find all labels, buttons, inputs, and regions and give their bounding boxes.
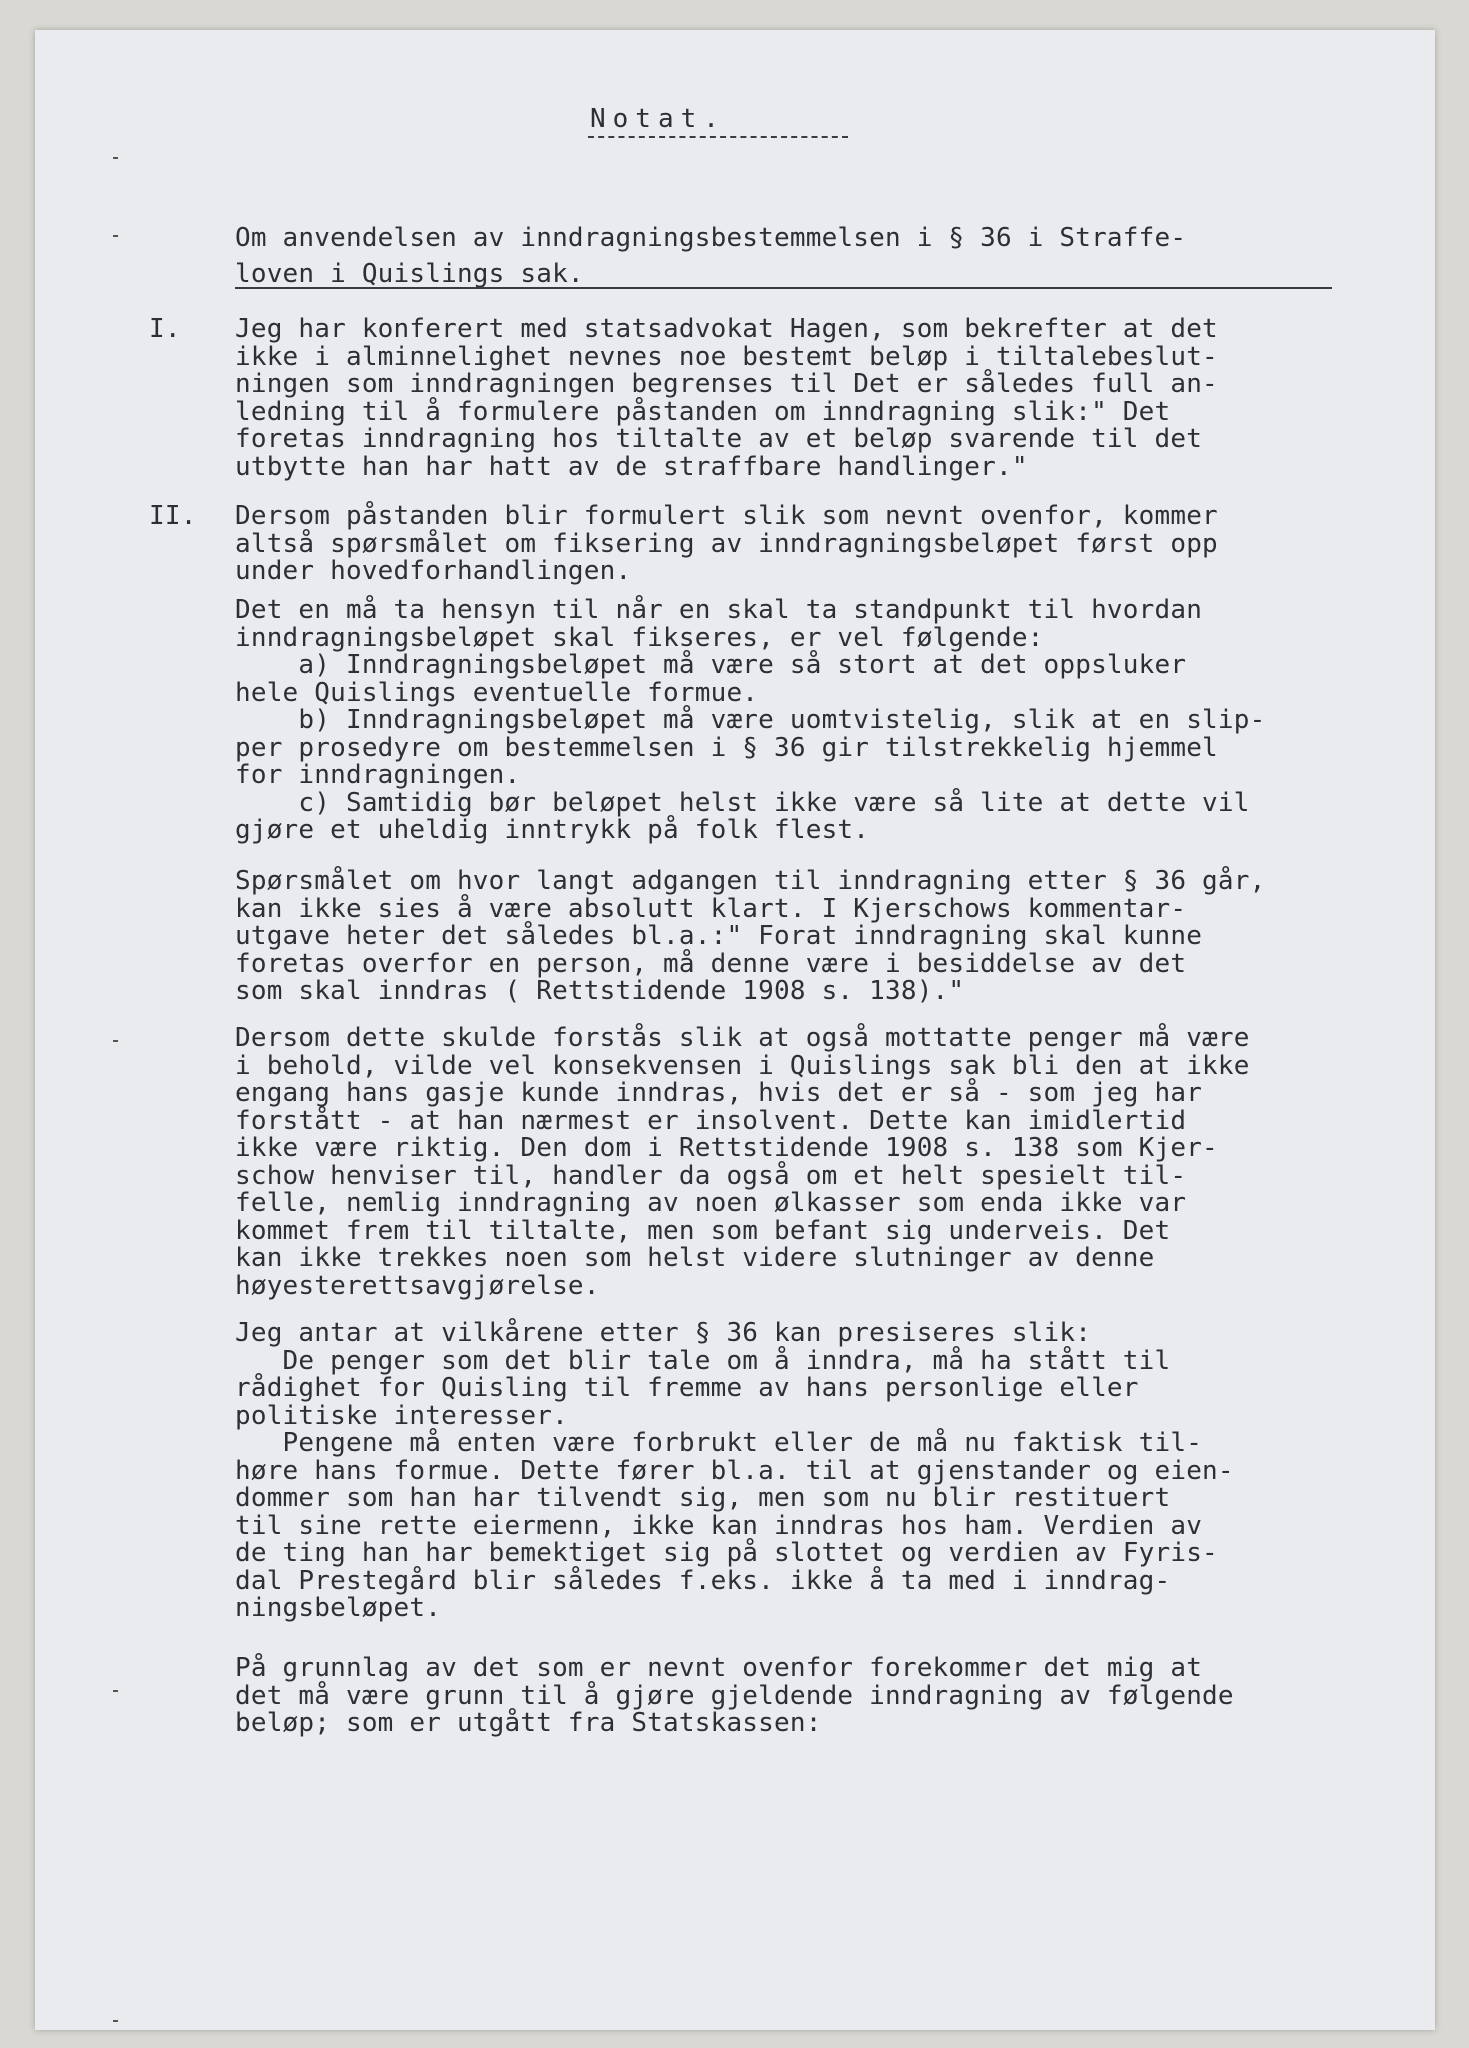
margin-mark — [113, 1040, 118, 1042]
margin-mark — [113, 2020, 118, 2022]
document-subject: Om anvendelsen av inndragningsbestemmelsen i § 36 i Straffe- loven i Quislings sak. — [235, 223, 1187, 289]
section-text: Jeg har konferert med statsadvokat Hagen, som bekrefter at det ikke i alminnelighet nevnes noe bestemt beløp i tiltalebeslut- ningen som inndragningen begrenses til Det er således full an- ledning til å formulere påstanden om inndragning slik:" Det foretas inndragning hos tiltalte av et beløp svarende til det utbytte han har hatt av de straffbare handlinger." — [235, 314, 1218, 482]
section-text: Dersom påstanden blir formulert slik som nevnt ovenfor, kommer altså spørsmålet om fiksering av inndragningsbeløpet først opp under hovedforhandlingen. — [235, 501, 1218, 586]
section-numeral: II. — [149, 501, 197, 531]
paragraph: På grunnlag av det som er nevnt ovenfor forekommer det mig at det må være grunn til å gjøre gjeldende inndragning av følgende beløp; som er utgått fra Statskassen: — [235, 1653, 1234, 1738]
document-page — [35, 30, 1435, 2030]
margin-mark — [113, 1690, 118, 1692]
title-underline — [588, 136, 848, 138]
margin-mark — [113, 157, 118, 159]
paragraph: Jeg antar at vilkårene etter § 36 kan presiseres slik: De penger som det blir tale om å inndra, må ha stått til rådighet for Quisling til fremme av hans personlige eller politiske interesser. Pengene må enten være forbrukt eller de må nu faktisk til- høre hans formue. Dette fører bl.a. til at gjenstander og eien- dommer som han har tilvendt sig, men som nu blir restituert til sine rette eiermenn, ikke kan inndras hos ham. Verdien av de ting han har bemektiget sig på slottet og verdien av Fyris- dal Prestegård blir således f.eks. ikke å ta med i inndrag- ningsbeløpet. — [235, 1318, 1234, 1623]
margin-mark — [113, 235, 118, 237]
paragraph: Dersom dette skulde forstås slik at også mottatte penger må være i behold, vilde vel konsekvensen i Quislings sak bli den at ikke engang hans gasje kunde inndras, hvis det er så - som jeg har forstått - at han nærmest er insolvent. Dette kan imidlertid ikke være riktig. Den dom i Rettstidende 1908 s. 138 som Kjer- schow henviser til, handler da også om et helt spesielt til- felle, nemlig inndragning av noen ølkasser som enda ikke var kommet frem til tiltalte, men som befant sig underveis. Det kan ikke trekkes noen som helst videre slutninger av denne høyesterettsavgjørelse. — [235, 1023, 1250, 1301]
paragraph: Det en må ta hensyn til når en skal ta standpunkt til hvordan inndragningsbeløpet skal fikseres, er vel følgende: a) Inndragningsbeløpet må være så stort at det oppsluker hele Quislings eventuelle formue. b) Inndragningsbeløpet må være uomtvistelig, slik at en slip- per prosedyre om bestemmelsen i § 36 gir tilstrekkelig hjemmel for inndragningen. c) Samtidig bør beløpet helst ikke være så lite at dette vil gjøre et uheldig inntrykk på folk flest. — [235, 595, 1266, 845]
subject-underline — [235, 287, 1332, 289]
paragraph: Spørsmålet om hvor langt adgangen til inndragning etter § 36 går, kan ikke sies å være absolutt klart. I Kjerschows kommentar- utgave heter det således bl.a.:" Forat inndragning skal kunne foretas overfor en person, må denne være i besiddelse av det som skal inndras ( Rettstidende 1908 s. 138)." — [235, 866, 1266, 1006]
document-title: Notat. — [590, 104, 726, 134]
section-numeral: I. — [149, 314, 181, 344]
